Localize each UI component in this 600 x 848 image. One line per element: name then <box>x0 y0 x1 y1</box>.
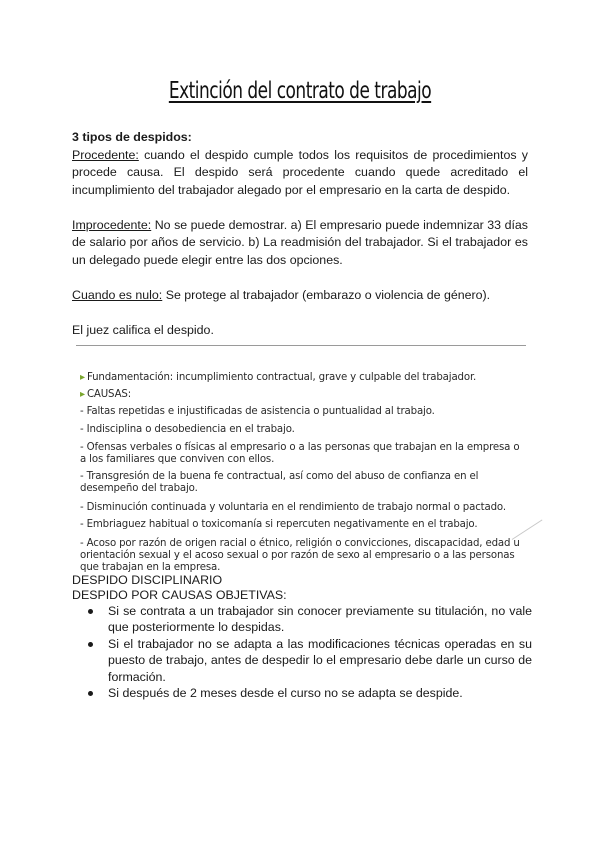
causas-line <box>80 389 526 401</box>
causa-item: - Indisciplina o desobediencia en el trabajo. <box>80 424 295 435</box>
nulo-text: Se protege al trabajador (embarazo o violencia de género). <box>162 287 491 302</box>
list-item <box>72 685 532 701</box>
procedente-paragraph <box>72 147 528 200</box>
section-heading: 3 tipos de despidos: <box>72 130 192 144</box>
juez-paragraph: El juez califica el despido. <box>72 322 214 337</box>
causa-item: - Acoso por razón de origen racial o étnico, religión o convicciones, discapacidad, edad u orientación sexual y el acoso sexual o por razón de sexo al empresario o a las personas que trabajan en la empresa. <box>80 538 520 573</box>
triangle-arrow-icon: ▸ <box>80 372 85 383</box>
page-title: Extinción del contrato de trabajo <box>168 78 432 104</box>
fundamentacion-text: Fundamentación: incumplimiento contractual, grave y culpable del trabajador. <box>86 372 477 383</box>
disciplinario-heading: DESPIDO DISCIPLINARIO <box>72 573 223 587</box>
causa-item: - Disminución continuada y voluntaria en el rendimiento de trabajo normal o pactado. <box>80 502 506 513</box>
nulo-label: Cuando es nulo: <box>72 287 163 302</box>
list-item <box>72 636 532 685</box>
improcedente-paragraph <box>72 217 528 270</box>
bullet-dot-icon <box>88 609 93 614</box>
objetivas-list <box>72 603 532 701</box>
procedente-label: Procedente: <box>72 147 139 162</box>
improcedente-label: Improcedente: <box>72 217 152 232</box>
causa-item: - Transgresión de la buena fe contractual, así como del abuso de confianza en el desempeño del trabajo. <box>80 471 479 494</box>
nulo-paragraph <box>72 287 528 305</box>
causa-item: - Embriaguez habitual o toxicomanía si repercuten negativamente en el trabajo. <box>80 519 478 530</box>
list-item-text: Si el trabajador no se adapta a las modificaciones técnicas operadas en su puesto de trabajo, antes de despedir lo el empresario debe darle un curso de formación. <box>108 636 532 684</box>
causas-text: CAUSAS: <box>86 389 131 400</box>
procedente-text: cuando el despido cumple todos los requisitos de procedimientos y procede causa. El despido será procedente cuando quede acreditado el incumplimiento del trabajador alegado por el empresario en la carta de despido. <box>72 147 528 197</box>
bullet-dot-icon <box>88 691 93 696</box>
causa-item: - Ofensas verbales o físicas al empresario o a las personas que trabajan en la empresa o a los familiares que conviven con ellos. <box>80 442 520 465</box>
scanned-excerpt <box>76 345 526 575</box>
horizontal-divider <box>76 345 526 346</box>
fundamentacion-line <box>80 372 526 384</box>
causa-item: - Faltas repetidas e injustificadas de asistencia o puntualidad al trabajo. <box>80 406 435 417</box>
triangle-arrow-icon: ▸ <box>80 389 85 400</box>
list-item <box>72 603 532 636</box>
improcedente-text: No se puede demostrar. a) El empresario puede indemnizar 33 días de salario por años de servicio. b) La readmisión del trabajador. Si el trabajador es un delegado puede elegir entre las dos opciones. <box>72 217 528 267</box>
list-item-text: Si se contrata a un trabajador sin conocer previamente su titulación, no vale que posteriormente lo despidas. <box>108 604 532 635</box>
objetivas-section <box>72 573 532 701</box>
bullet-dot-icon <box>88 642 93 647</box>
objetivas-heading: DESPIDO POR CAUSAS OBJETIVAS: <box>72 588 287 602</box>
despidos-section <box>72 129 528 357</box>
list-item-text: Si después de 2 meses desde el curso no se adapta se despide. <box>108 686 463 701</box>
